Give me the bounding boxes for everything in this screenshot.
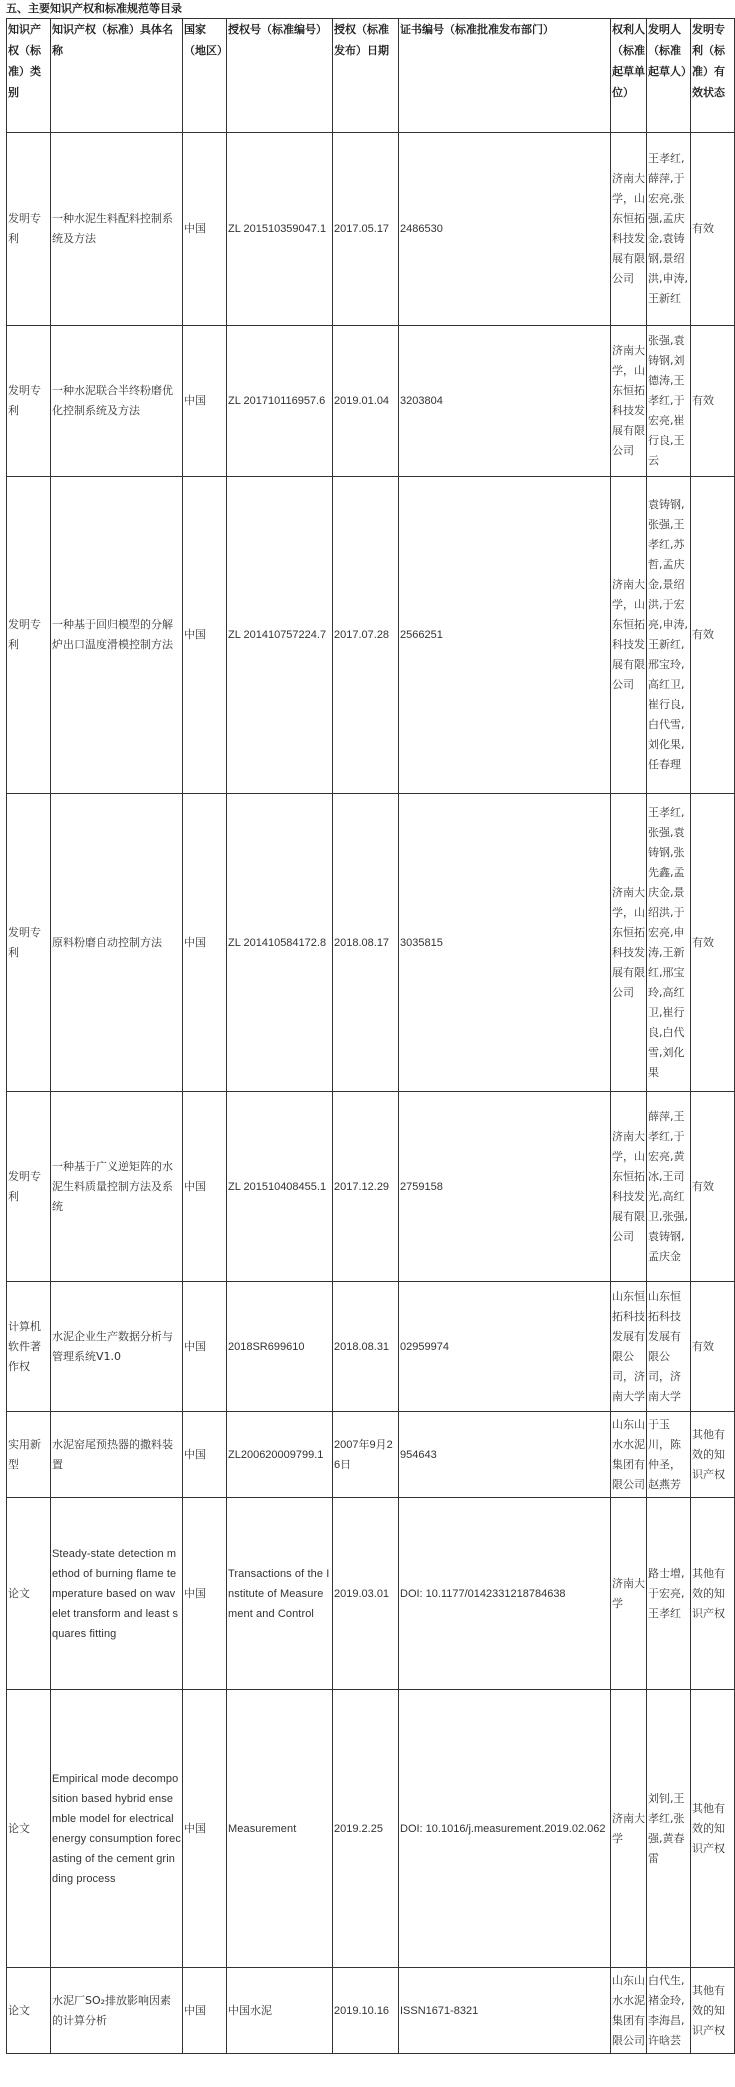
cell-holder: 济南大学，山东恒拓科技发展有限公司 <box>611 794 647 1092</box>
cell-date: 2018.08.31 <box>333 1282 399 1412</box>
cell-holder: 济南大学，山东恒拓科技发展有限公司 <box>611 326 647 477</box>
cell-status: 有效 <box>691 1092 735 1282</box>
cell-category: 论文 <box>7 1968 51 2054</box>
cell-category: 发明专利 <box>7 477 51 794</box>
header-name: 知识产权（标准）具体名称 <box>51 19 183 133</box>
table-row <box>7 477 735 794</box>
cell-date: 2019.2.25 <box>333 1690 399 1968</box>
cell-status: 其他有效的知识产权 <box>691 1498 735 1690</box>
cell-cert-no: 3035815 <box>399 794 611 1092</box>
cell-cert-no: 2486530 <box>399 133 611 326</box>
table-row <box>7 326 735 477</box>
cell-cert-no: 2566251 <box>399 477 611 794</box>
cell-status: 有效 <box>691 1282 735 1412</box>
header-auth-no: 授权号（标准编号） <box>227 19 333 133</box>
cell-name: 一种基于回归模型的分解炉出口温度滑模控制方法 <box>51 477 183 794</box>
cell-cert-no: 2759158 <box>399 1092 611 1282</box>
cell-cert-no: 954643 <box>399 1412 611 1498</box>
ip-table <box>6 18 735 2054</box>
cell-holder: 济南大学 <box>611 1498 647 1690</box>
cell-inventors: 王孝红,张强,袁铸钢,张先鑫,孟庆金,景绍洪,于宏亮,申涛,王新红,邢宝玲,高红卫,崔行良,白代雪,刘化果 <box>647 794 691 1092</box>
cell-country: 中国 <box>183 794 227 1092</box>
cell-holder: 济南大学，山东恒拓科技发展有限公司 <box>611 477 647 794</box>
cell-inventors: 王孝红,薛萍,于宏亮,张强,孟庆金,袁铸钢,景绍洪,申涛,王新红 <box>647 133 691 326</box>
table-row <box>7 133 735 326</box>
table-row <box>7 1690 735 1968</box>
cell-inventors: 山东恒拓科技发展有限公司，济南大学 <box>647 1282 691 1412</box>
cell-category: 发明专利 <box>7 1092 51 1282</box>
cell-auth-no: ZL 201410757224.7 <box>227 477 333 794</box>
section-title: 五、主要知识产权和标准规范等目录 <box>6 2 182 15</box>
cell-name: 水泥企业生产数据分析与管理系统V1.0 <box>51 1282 183 1412</box>
table-row <box>7 1498 735 1690</box>
cell-status: 有效 <box>691 794 735 1092</box>
cell-category: 发明专利 <box>7 794 51 1092</box>
cell-category: 计算机软件著作权 <box>7 1282 51 1412</box>
cell-country: 中国 <box>183 477 227 794</box>
cell-auth-no: ZL 201510408455.1 <box>227 1092 333 1282</box>
header-date: 授权（标准发布）日期 <box>333 19 399 133</box>
cell-name: 一种水泥生料配料控制系统及方法 <box>51 133 183 326</box>
cell-status: 其他有效的知识产权 <box>691 1412 735 1498</box>
cell-holder: 山东恒拓科技发展有限公司，济南大学 <box>611 1282 647 1412</box>
cell-auth-no: 中国水泥 <box>227 1968 333 2054</box>
cell-name: Empirical mode decomposition based hybrid ensemble model for electrical energy consumption forecasting of the cement grinding process <box>51 1690 183 1968</box>
table-row <box>7 1092 735 1282</box>
table-row <box>7 1412 735 1498</box>
header-cert-no: 证书编号（标准批准发布部门） <box>399 19 611 133</box>
header-status: 发明专利（标准）有效状态 <box>691 19 735 133</box>
cell-date: 2018.08.17 <box>333 794 399 1092</box>
cell-country: 中国 <box>183 1968 227 2054</box>
cell-holder: 济南大学 <box>611 1690 647 1968</box>
table-row <box>7 1968 735 2054</box>
cell-country: 中国 <box>183 133 227 326</box>
cell-auth-no: ZL 201710116957.6 <box>227 326 333 477</box>
cell-auth-no: ZL 201410584172.8 <box>227 794 333 1092</box>
cell-date: 2019.01.04 <box>333 326 399 477</box>
cell-country: 中国 <box>183 1282 227 1412</box>
cell-cert-no: ISSN1671-8321 <box>399 1968 611 2054</box>
cell-category: 论文 <box>7 1690 51 1968</box>
cell-country: 中国 <box>183 1092 227 1282</box>
cell-country: 中国 <box>183 1690 227 1968</box>
header-inventors: 发明人（标准起草人） <box>647 19 691 133</box>
header-holder: 权利人（标准起草单位） <box>611 19 647 133</box>
cell-cert-no: 3203804 <box>399 326 611 477</box>
cell-category: 发明专利 <box>7 326 51 477</box>
cell-date: 2007年9月26日 <box>333 1412 399 1498</box>
cell-cert-no: DOI: 10.1177/0142331218784638 <box>399 1498 611 1690</box>
cell-date: 2017.12.29 <box>333 1092 399 1282</box>
cell-country: 中国 <box>183 1498 227 1690</box>
cell-auth-no: Measurement <box>227 1690 333 1968</box>
cell-inventors: 刘钊,王孝红,张强,黄春雷 <box>647 1690 691 1968</box>
cell-name: 一种基于广义逆矩阵的水泥生料质量控制方法及系统 <box>51 1092 183 1282</box>
cell-name: 水泥窑尾预热器的撒料装置 <box>51 1412 183 1498</box>
cell-holder: 山东山水水泥集团有限公司 <box>611 1412 647 1498</box>
cell-date: 2019.10.16 <box>333 1968 399 2054</box>
cell-cert-no: DOI: 10.1016/j.measurement.2019.02.062 <box>399 1690 611 1968</box>
cell-name: 水泥厂SO₂排放影响因素的计算分析 <box>51 1968 183 2054</box>
cell-inventors: 于玉川，陈仲圣，赵燕芳 <box>647 1412 691 1498</box>
cell-country: 中国 <box>183 326 227 477</box>
cell-status: 其他有效的知识产权 <box>691 1690 735 1968</box>
cell-name: Steady-state detection method of burning flame temperature based on wavelet transform and least squares fitting <box>51 1498 183 1690</box>
cell-date: 2017.07.28 <box>333 477 399 794</box>
cell-status: 其他有效的知识产权 <box>691 1968 735 2054</box>
cell-inventors: 白代生,褚金玲,李海昌,许晗芸 <box>647 1968 691 2054</box>
cell-inventors: 路士增,于宏亮,王孝红 <box>647 1498 691 1690</box>
header-country: 国家（地区） <box>183 19 227 133</box>
cell-inventors: 薛萍,王孝红,于宏亮,黄冰,王司光,高红卫,张强,袁铸钢,孟庆金 <box>647 1092 691 1282</box>
cell-holder: 济南大学，山东恒拓科技发展有限公司 <box>611 133 647 326</box>
cell-category: 实用新型 <box>7 1412 51 1498</box>
cell-status: 有效 <box>691 477 735 794</box>
cell-country: 中国 <box>183 1412 227 1498</box>
cell-category: 发明专利 <box>7 133 51 326</box>
cell-auth-no: ZL 201510359047.1 <box>227 133 333 326</box>
header-category: 知识产权（标准）类别 <box>7 19 51 133</box>
cell-inventors: 张强,袁铸钢,刘德涛,王孝红,于宏亮,崔行良,王云 <box>647 326 691 477</box>
cell-cert-no: 02959974 <box>399 1282 611 1412</box>
cell-holder: 山东山水水泥集团有限公司 <box>611 1968 647 2054</box>
cell-auth-no: Transactions of the Institute of Measurement and Control <box>227 1498 333 1690</box>
cell-date: 2019.03.01 <box>333 1498 399 1690</box>
cell-auth-no: ZL200620009799.1 <box>227 1412 333 1498</box>
cell-status: 有效 <box>691 326 735 477</box>
cell-holder: 济南大学，山东恒拓科技发展有限公司 <box>611 1092 647 1282</box>
header-row <box>7 19 735 133</box>
cell-inventors: 袁铸钢,张强,王孝红,苏哲,孟庆金,景绍洪,于宏亮,申涛,王新红,邢宝玲,高红卫,崔行良,白代雪,刘化果,任春理 <box>647 477 691 794</box>
table-row <box>7 794 735 1092</box>
cell-status: 有效 <box>691 133 735 326</box>
cell-auth-no: 2018SR699610 <box>227 1282 333 1412</box>
cell-name: 一种水泥联合半终粉磨优化控制系统及方法 <box>51 326 183 477</box>
cell-category: 论文 <box>7 1498 51 1690</box>
table-row <box>7 1282 735 1412</box>
cell-name: 原料粉磨自动控制方法 <box>51 794 183 1092</box>
cell-date: 2017.05.17 <box>333 133 399 326</box>
